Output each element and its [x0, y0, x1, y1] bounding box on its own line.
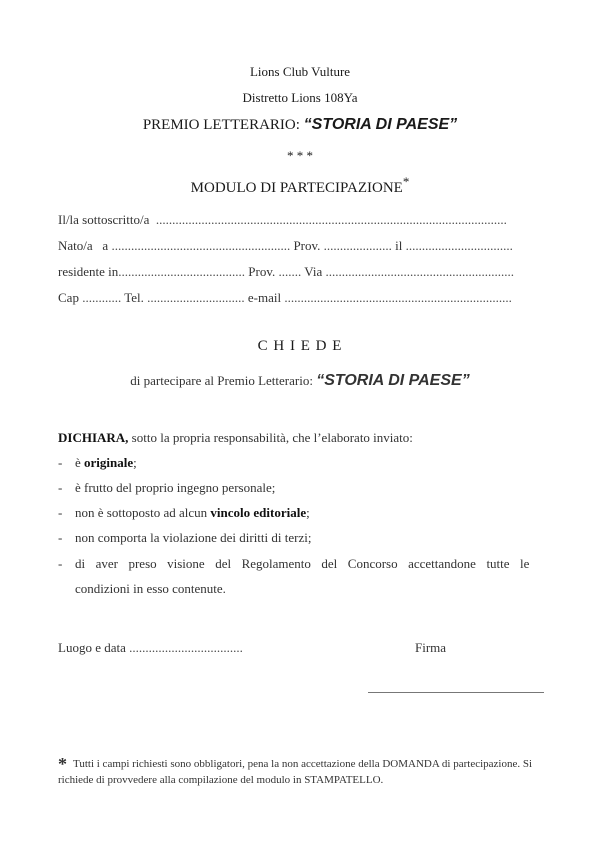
list-item: [75, 530, 311, 546]
list-item: [75, 455, 137, 471]
label-cap: Cap: [58, 290, 79, 305]
club-name: Lions Club Vulture: [249, 64, 351, 79]
label-prov: Prov.: [293, 238, 321, 253]
bullet-mark: -: [58, 480, 63, 495]
signature-line[interactable]: [368, 692, 544, 693]
label-born: Nato/a: [58, 238, 93, 253]
label-email: e-mail: [247, 290, 282, 305]
bullet-mark: -: [58, 455, 63, 470]
prize-title: [0, 116, 600, 134]
district-name: Distretto Lions 108Ya: [242, 90, 358, 105]
label-tel: Tel.: [124, 290, 144, 305]
list-item: [75, 480, 275, 496]
field-row-contacts[interactable]: [58, 290, 512, 306]
dots-birth-prov[interactable]: .....................: [323, 238, 392, 253]
item-end: ;: [133, 455, 137, 470]
dots-street[interactable]: ..........................................................: [325, 264, 515, 279]
item-text: è: [75, 455, 85, 470]
form-title: [0, 174, 600, 197]
declaration-lead: [58, 430, 413, 446]
item-text: non è sottoposto ad alcun: [75, 505, 211, 520]
place-date-field[interactable]: [58, 640, 243, 656]
form-title-text: MODULO DI PARTECIPAZIONE: [190, 180, 403, 196]
bullet-mark: -: [58, 556, 63, 571]
item-bold: originale: [84, 455, 134, 470]
item-text: è frutto del proprio ingegno personale;: [75, 480, 276, 495]
place-date-dots[interactable]: ...................................: [129, 640, 243, 655]
field-row-birth[interactable]: [58, 238, 513, 254]
item-end: ;: [306, 505, 310, 520]
prize-name: “STORIA DI PAESE”: [303, 116, 458, 133]
label-name: Il/la sottoscritto/a: [58, 212, 150, 227]
label-resident: residente in: [58, 264, 119, 279]
label-prov-2: Prov.: [248, 264, 276, 279]
request-sentence: di partecipare al Premio Letterario:: [130, 373, 313, 388]
bullet-mark: -: [58, 505, 63, 520]
footnote: [58, 756, 546, 788]
request-heading: C H I E D E: [257, 338, 343, 354]
request-text: [0, 372, 600, 390]
dots-res-prov[interactable]: .......: [278, 264, 302, 279]
separator: * * *: [287, 148, 313, 163]
list-item: [75, 505, 310, 521]
field-row-residence[interactable]: [58, 264, 514, 280]
dots-tel[interactable]: ..............................: [147, 290, 245, 305]
place-date-label: Luogo e data: [58, 640, 126, 655]
dots-cap[interactable]: ............: [82, 290, 122, 305]
label-on: il: [395, 238, 403, 253]
footnote-text: Tutti i campi richiesti sono obbligatori, pena la non accettazione della DOMANDA di partecipazione. Si richiede di provvedere alla compilazione del modulo in STAMPATELLO.: [58, 758, 533, 786]
dots-email[interactable]: ......................................................................: [284, 290, 512, 305]
declaration-lead-text: sotto la propria responsabilità, che l’elaborato inviato:: [131, 430, 413, 445]
list-item-line2: condizioni in esso contenute.: [75, 581, 226, 596]
field-row-name[interactable]: [58, 212, 507, 228]
list-item-line1: di aver preso visione del Regolamento del Concorso accettandone tutte le: [75, 556, 530, 571]
prize-prefix: PREMIO LETTERARIO:: [142, 117, 300, 133]
dots-birthplace[interactable]: .......................................................: [111, 238, 291, 253]
label-street: Via: [304, 264, 323, 279]
request-prize-name: “STORIA DI PAESE”: [316, 372, 470, 389]
footnote-asterisk: *: [58, 754, 67, 774]
dots-residence[interactable]: .......................................: [118, 264, 246, 279]
dots-name[interactable]: ............................................................................................................: [155, 212, 507, 227]
bullet-mark: -: [58, 530, 63, 545]
item-bold: vincolo editoriale: [210, 505, 307, 520]
label-at: a: [102, 238, 109, 253]
dots-birth-date[interactable]: .................................: [405, 238, 513, 253]
signature-label: Firma: [415, 640, 447, 655]
declaration-keyword: DICHIARA,: [58, 430, 129, 445]
asterisk-mark: *: [402, 174, 410, 189]
item-text: non comporta la violazione dei diritti di terzi;: [75, 530, 312, 545]
